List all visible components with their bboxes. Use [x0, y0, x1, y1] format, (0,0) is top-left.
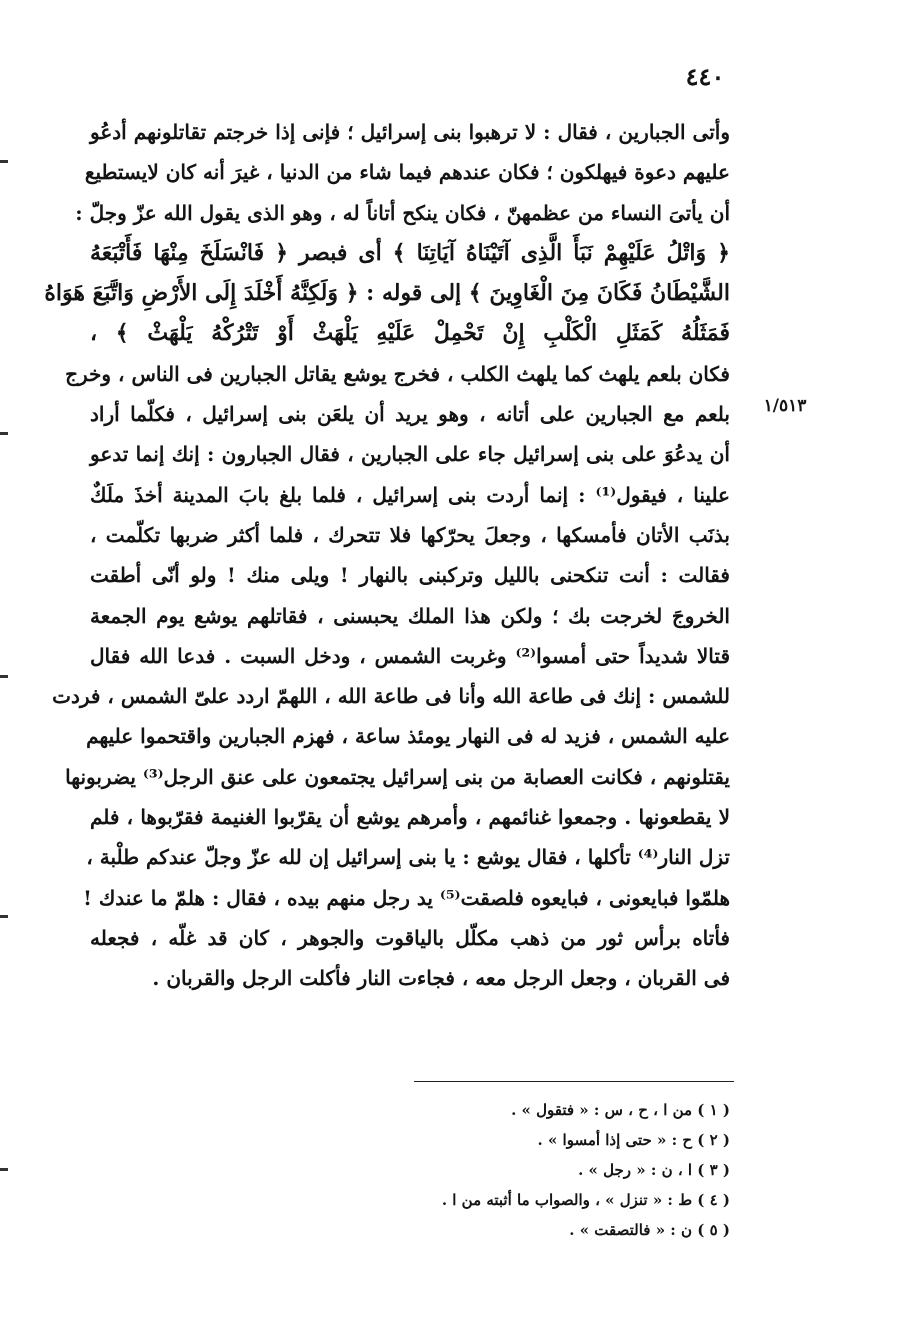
- text-line: للشمس : إنك فى طاعة الله وأنا فى طاعة الله ، اللهمّ اردد علىّ الشمس ، فردت: [52, 684, 730, 709]
- text-line: بلعم مع الجبارين على أتانه ، وهو يريد أن يلعَن بنى إسرائيل ، فكلّما أراد: [90, 402, 730, 427]
- text-line: تزل النار⁽⁴⁾ تأكلها ، فقال يوشع : يا بنى إسرائيل إن لله عزّ وجلّ عندكم طلْبة ،: [86, 845, 730, 870]
- scan-edge-mark: [0, 160, 8, 163]
- text-line: لا يقطعونها . وجمعوا غنائمهم ، وأمرهم يوشع أن يقرّبوا الغنيمة فقرّبوها ، فلم: [90, 805, 730, 830]
- quran-verse-line: الشَّيْطَانُ فَكَانَ مِنَ الْغَاوِينَ ﴾ إلى قوله : ﴿ وَلَكِنَّهُ أَخْلَدَ إِلَى الأَرْضِ وَاتَّبَعَ هَوَاهُ: [44, 280, 730, 307]
- text-line: الخروجَ لخرجت بك ؛ ولكن هذا الملك يحبسنى ، فقاتلهم يوشع يوم الجمعة: [90, 603, 730, 628]
- footnote-separator: [414, 1081, 734, 1082]
- text-line: فكان بلعم يلهث كما يلهث الكلب ، فخرج يوشع يقاتل الجبارين فى الناس ، وخرج: [65, 361, 730, 386]
- text-line: أن يدعُوَ على بنى إسرائيل جاء على الجبارين ، فقال الجبارون : إنك إنما تدعو: [90, 442, 730, 467]
- scan-edge-mark: [0, 915, 8, 918]
- text-line: بذنَب الأتان فأمسكها ، وجعلَ يحرّكها فلا تتحرك ، فلما أكثر ضربها تكلّمت ،: [90, 522, 730, 547]
- footnote: ( ٥ ) ن : « فالتصقت » .: [569, 1221, 730, 1239]
- scan-edge-mark: [0, 675, 8, 678]
- scan-edge-mark: [0, 1168, 8, 1171]
- text-line: أن يأتىَ النساء من عظمهنّ ، فكان ينكح أتاناً له ، وهو الذى يقول الله عزّ وجلّ :: [75, 200, 730, 225]
- scan-edge-mark: [0, 432, 8, 435]
- text-line: عليه الشمس ، فزيد له فى النهار يومئذ ساعة ، فهزم الجبارين واقتحموا عليهم: [86, 724, 730, 749]
- quran-verse-line: ﴿ وَاتْلُ عَلَيْهِمْ نَبَأَ الَّذِى آتَيْنَاهُ آيَاتِنَا ﴾ أى فبصر ﴿ فَانْسَلَخَ مِنْهَا فَأَتْبَعَهُ: [90, 239, 730, 266]
- page-number: ٤٤٠: [685, 62, 725, 91]
- main-text: [44, 112, 730, 999]
- footnote: ( ١ ) من ا ، ح ، س : « فتقول » .: [511, 1101, 730, 1119]
- text-line: قتالا شديداً حتى أمسوا⁽²⁾ وغربت الشمس ، ودخل السبت . فدعا الله فقال: [90, 643, 730, 668]
- footnote: ( ٣ ) ا ، ن : « رجل » .: [578, 1161, 730, 1179]
- text-line: وأتى الجبارين ، فقال : لا ترهبوا بنى إسرائيل ؛ فإنى إذا خرجتم تقاتلونهم أدعُو: [90, 120, 730, 144]
- text-line: فقالت : أنت تنكحنى بالليل وتركبنى بالنهار ! ويلى منك ! ولو أنّى أطقت: [90, 563, 730, 588]
- quran-verse-line: فَمَثَلُهُ كَمَثَلِ الْكَلْبِ إِنْ تَحْمِلْ عَلَيْهِ يَلْهَثْ أَوْ تَتْرُكْهُ يَلْهَثْ ﴾ ،: [90, 320, 730, 347]
- footnotes: [360, 1095, 730, 1245]
- footnote: ( ٤ ) ط : « تنزل » ، والصواب ما أثبته من ا .: [441, 1191, 730, 1209]
- text-line: هلمّوا فبايعونى ، فبايعوه فلصقت⁽⁵⁾ يد رجل منهم بيده ، فقال : هلمّ ما عندك !: [83, 885, 730, 910]
- margin-reference: ١/٥١٣: [763, 396, 807, 416]
- text-line: فى القربان ، وجعل الرجل معه ، فجاءت النار فأكلت الرجل والقربان .: [152, 966, 730, 991]
- footnote: ( ٢ ) ح : « حتى إذا أمسوا » .: [537, 1131, 730, 1149]
- text-line: فأتاه برأس ثور من ذهب مكلّل بالياقوت والجوهر ، كان قد غلّه ، فجعله: [90, 925, 730, 950]
- text-line: علينا ، فيقول⁽¹⁾ : إنما أردت بنى إسرائيل ، فلما بلغ بابَ المدينة أخذَ ملَكٌ: [90, 482, 730, 507]
- text-line: عليهم دعوة فيهلكون ؛ فكان عندهم فيما شاء من الدنيا ، غيرَ أنه كان لايستطيع: [84, 160, 730, 185]
- text-line: يقتلونهم ، فكانت العصابة من بنى إسرائيل يجتمعون على عنق الرجل⁽³⁾ يضربونها: [65, 764, 730, 789]
